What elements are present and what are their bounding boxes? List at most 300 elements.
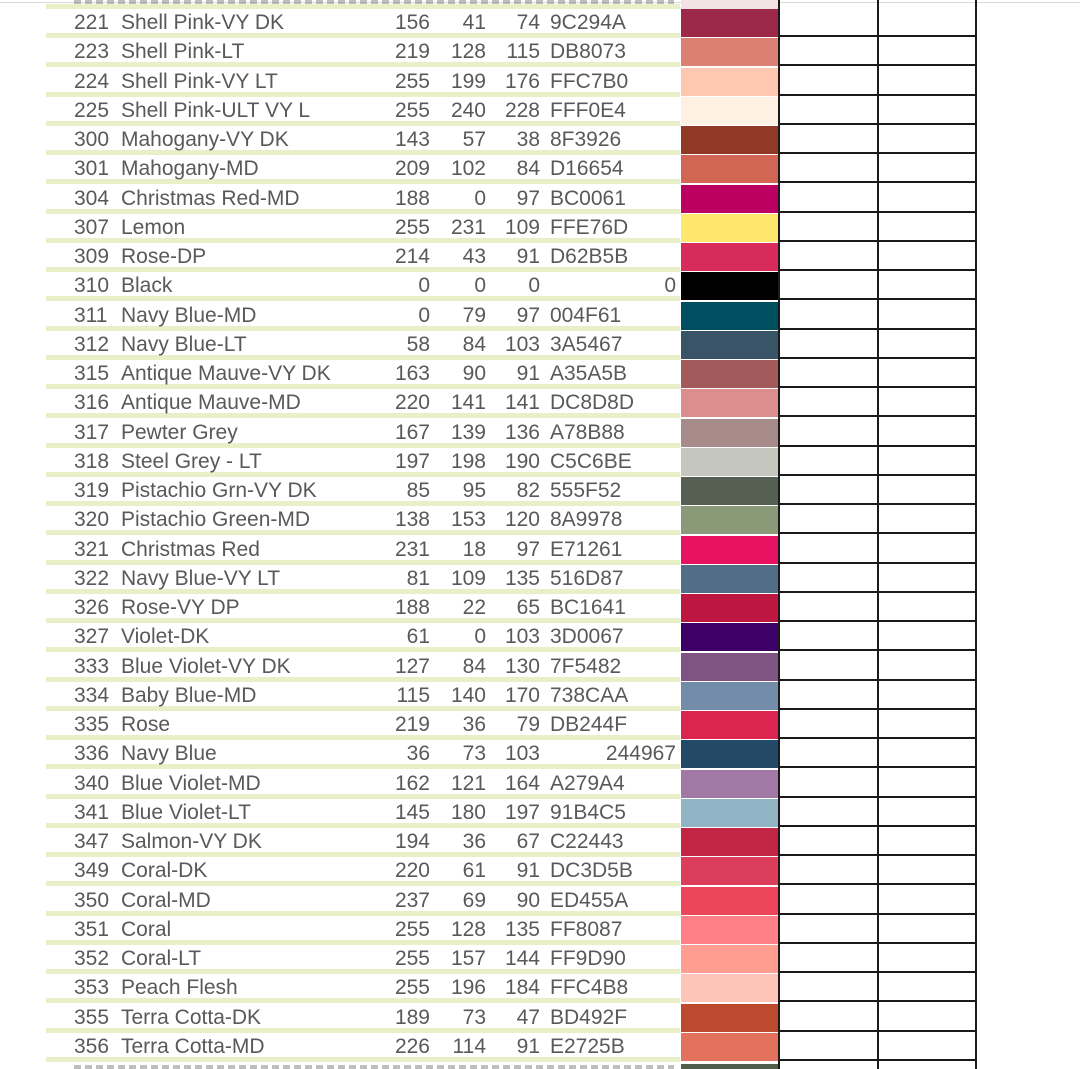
red-value: 81 — [406, 566, 430, 590]
hex-code: FFC7B0 — [550, 69, 629, 93]
empty-cell-2[interactable] — [879, 857, 977, 885]
floss-code: 300 — [74, 128, 110, 151]
color-swatch — [681, 126, 779, 154]
color-swatch — [681, 857, 779, 885]
empty-cell-2[interactable] — [879, 38, 977, 66]
floss-name: Blue Violet-LT — [121, 800, 251, 824]
table-row — [0, 97, 1080, 126]
cutoff-text-bottom — [74, 1065, 674, 1069]
empty-cell-2[interactable] — [879, 389, 977, 417]
green-value: 102 — [450, 157, 486, 181]
floss-code: 356 — [74, 1034, 110, 1058]
green-value: 157 — [450, 947, 486, 970]
green-value: 22 — [462, 596, 486, 619]
hex-code: A279A4 — [550, 771, 625, 795]
green-value: 109 — [450, 566, 486, 590]
floss-code: 321 — [74, 537, 110, 561]
empty-cell-2[interactable] — [879, 506, 977, 534]
red-value: 226 — [394, 1034, 430, 1058]
green-value: 79 — [462, 303, 486, 327]
floss-name: Rose — [121, 713, 171, 736]
red-value: 237 — [394, 888, 430, 912]
table-row — [0, 1033, 1080, 1062]
table-row — [0, 1004, 1080, 1033]
floss-name: Blue Violet-VY DK — [121, 654, 291, 678]
green-value: 90 — [462, 362, 486, 385]
green-value: 199 — [450, 69, 486, 93]
color-swatch — [681, 1004, 779, 1032]
floss-name: Steel Grey - LT — [121, 449, 262, 473]
empty-cell-1[interactable] — [780, 770, 878, 798]
green-value: 231 — [450, 215, 486, 239]
floss-name: Violet-DK — [121, 625, 210, 649]
blue-value: 103 — [504, 625, 540, 649]
color-swatch — [681, 565, 779, 593]
empty-cell-1[interactable] — [780, 711, 878, 739]
floss-code: 318 — [74, 449, 110, 473]
empty-cell-2[interactable] — [879, 126, 977, 154]
red-value: 85 — [406, 479, 430, 502]
floss-name: Coral — [121, 917, 172, 941]
cutoff-swatch-bottom — [681, 1064, 779, 1069]
red-value: 145 — [394, 800, 430, 824]
blue-value: 91 — [516, 859, 540, 883]
table-row — [0, 565, 1080, 594]
empty-cell-1[interactable] — [780, 916, 878, 944]
blue-value: 141 — [504, 391, 540, 415]
table-row — [0, 711, 1080, 740]
color-swatch — [681, 97, 779, 125]
hex-code: 004F61 — [550, 303, 622, 327]
blue-value: 144 — [504, 947, 540, 970]
floss-code: 309 — [74, 245, 110, 268]
empty-cell-2[interactable] — [879, 770, 977, 798]
empty-cell-1[interactable] — [780, 974, 878, 1002]
blue-value: 91 — [516, 362, 540, 385]
empty-cell-1[interactable] — [780, 594, 878, 622]
floss-code: 310 — [74, 274, 110, 298]
floss-name: Navy Blue-LT — [121, 332, 247, 356]
hex-code: A35A5B — [550, 362, 628, 385]
floss-code: 304 — [74, 186, 110, 210]
green-value: 198 — [450, 449, 486, 473]
floss-name: Antique Mauve-MD — [121, 391, 301, 415]
table-row — [0, 331, 1080, 360]
hex-code: DC3D5B — [550, 859, 633, 883]
hex-code: C5C6BE — [550, 449, 632, 473]
cutoff-text-top — [74, 0, 674, 4]
empty-cell-1[interactable] — [780, 360, 878, 388]
floss-code: 347 — [74, 830, 110, 853]
floss-name: Shell Pink-VY DK — [121, 11, 285, 34]
green-value: 240 — [450, 98, 486, 122]
blue-value: 97 — [516, 537, 540, 561]
floss-name: Salmon-VY DK — [121, 830, 262, 853]
table-row — [0, 9, 1080, 38]
hex-code: DB8073 — [550, 40, 626, 64]
empty-cell-2[interactable] — [879, 916, 977, 944]
green-value: 18 — [462, 537, 486, 561]
empty-cell-1[interactable] — [780, 126, 878, 154]
floss-name: Navy Blue-VY LT — [121, 566, 281, 590]
color-swatch — [681, 653, 779, 681]
table-row — [0, 38, 1080, 67]
floss-code: 336 — [74, 742, 110, 766]
color-swatch — [681, 799, 779, 827]
blue-value: 82 — [516, 479, 540, 502]
hex-code: 9C294A — [550, 11, 626, 34]
hex-code: 555F52 — [550, 479, 622, 502]
red-value: 255 — [394, 215, 430, 239]
table-row — [0, 916, 1080, 945]
empty-cell-1[interactable] — [780, 1004, 878, 1032]
empty-cell-1[interactable] — [780, 9, 878, 37]
hex-code: 738CAA — [550, 683, 629, 707]
hex-code: E2725B — [550, 1034, 625, 1058]
color-swatch — [681, 536, 779, 564]
green-value: 95 — [462, 479, 486, 502]
floss-code: 351 — [74, 917, 110, 941]
table-row — [0, 887, 1080, 916]
red-value: 255 — [394, 917, 430, 941]
blue-value: 109 — [504, 215, 540, 239]
empty-cell-1[interactable] — [780, 857, 878, 885]
table-row — [0, 477, 1080, 506]
empty-cell-1[interactable] — [780, 38, 878, 66]
hex-code: FFC4B8 — [550, 976, 629, 1000]
empty-cell-2[interactable] — [879, 565, 977, 593]
green-value: 57 — [462, 128, 486, 151]
hex-code: 7F5482 — [550, 654, 622, 678]
red-value: 188 — [394, 596, 430, 619]
cutoff-swatch-top — [681, 0, 779, 9]
empty-cell-2[interactable] — [879, 185, 977, 213]
floss-name: Coral-DK — [121, 859, 208, 883]
floss-name: Coral-LT — [121, 947, 202, 970]
green-value: 73 — [462, 1005, 486, 1029]
floss-name: Peach Flesh — [121, 976, 238, 1000]
empty-cell-2[interactable] — [879, 711, 977, 739]
floss-name: Christmas Red — [121, 537, 260, 561]
empty-cell-2[interactable] — [879, 448, 977, 476]
table-row — [0, 653, 1080, 682]
blue-value: 170 — [504, 683, 540, 707]
red-value: 209 — [394, 157, 430, 181]
empty-cell-2[interactable] — [879, 974, 977, 1002]
empty-cell-2[interactable] — [879, 331, 977, 359]
color-swatch — [681, 214, 779, 242]
hex-code: 91B4C5 — [550, 800, 626, 824]
empty-cell-1[interactable] — [780, 243, 878, 271]
floss-code: 225 — [74, 98, 110, 122]
floss-code: 349 — [74, 859, 110, 883]
red-value: 220 — [394, 859, 430, 883]
table-row — [0, 419, 1080, 448]
green-value: 36 — [462, 830, 486, 853]
floss-name: Navy Blue — [121, 742, 217, 766]
blue-value: 97 — [516, 186, 540, 210]
empty-cell-2[interactable] — [879, 740, 977, 768]
hex-code: 3D0067 — [550, 625, 624, 649]
empty-cell-2[interactable] — [879, 243, 977, 271]
hex-code: DC8D8D — [550, 391, 635, 415]
empty-cell-2[interactable] — [879, 302, 977, 330]
red-value: 143 — [394, 128, 430, 151]
floss-code: 317 — [74, 420, 110, 444]
hex-code: 516D87 — [550, 566, 624, 590]
color-swatch — [681, 770, 779, 798]
color-swatch — [681, 302, 779, 330]
hex-code: FFF0E4 — [550, 98, 626, 122]
floss-code: 312 — [74, 332, 110, 356]
empty-cell-1[interactable] — [780, 448, 878, 476]
red-value: 220 — [394, 391, 430, 415]
red-value: 255 — [394, 69, 430, 93]
red-value: 231 — [394, 537, 430, 561]
blue-value: 176 — [504, 69, 540, 93]
empty-cell-1[interactable] — [780, 97, 878, 125]
green-value: 0 — [474, 274, 486, 298]
floss-name: Shell Pink-LT — [121, 40, 245, 64]
blue-value: 65 — [516, 596, 540, 619]
empty-cell-1[interactable] — [780, 740, 878, 768]
blue-value: 0 — [528, 274, 540, 298]
red-value: 162 — [394, 771, 430, 795]
color-swatch — [681, 360, 779, 388]
floss-code: 334 — [74, 683, 110, 707]
table-row — [0, 214, 1080, 243]
red-value: 58 — [406, 332, 430, 356]
floss-name: Rose-VY DP — [121, 596, 240, 619]
blue-value: 38 — [516, 128, 540, 151]
empty-cell-2[interactable] — [879, 799, 977, 827]
red-value: 0 — [418, 274, 430, 298]
empty-cell-1[interactable] — [780, 887, 878, 915]
table-row — [0, 272, 1080, 301]
color-swatch — [681, 887, 779, 915]
table-row — [0, 857, 1080, 886]
color-swatch — [681, 682, 779, 710]
empty-cell-2[interactable] — [879, 360, 977, 388]
empty-cell-2[interactable] — [879, 1033, 977, 1061]
green-value: 84 — [462, 654, 486, 678]
hex-code: BC0061 — [550, 186, 626, 210]
empty-cell-2[interactable] — [879, 887, 977, 915]
blue-value: 184 — [504, 976, 540, 1000]
red-value: 163 — [394, 362, 430, 385]
color-swatch — [681, 594, 779, 622]
table-row — [0, 945, 1080, 974]
floss-name: Black — [121, 274, 173, 298]
empty-cell-1[interactable] — [780, 1033, 878, 1061]
green-value: 153 — [450, 508, 486, 532]
empty-cell-2[interactable] — [879, 536, 977, 564]
floss-code: 315 — [74, 362, 110, 385]
blue-value: 90 — [516, 888, 540, 912]
floss-code: 355 — [74, 1005, 110, 1029]
empty-cell-2[interactable] — [879, 682, 977, 710]
empty-cell-1[interactable] — [780, 68, 878, 96]
empty-cell-1[interactable] — [780, 419, 878, 447]
table-row — [0, 623, 1080, 652]
green-value: 140 — [450, 683, 486, 707]
table-row — [0, 389, 1080, 418]
red-value: 219 — [394, 40, 430, 64]
floss-name: Blue Violet-MD — [121, 771, 261, 795]
red-value: 115 — [396, 683, 430, 707]
color-swatch — [681, 506, 779, 534]
empty-cell-2[interactable] — [879, 419, 977, 447]
empty-cell-2[interactable] — [879, 945, 977, 973]
red-value: 255 — [394, 947, 430, 970]
green-value: 114 — [452, 1034, 486, 1058]
hex-code: FF8087 — [550, 917, 623, 941]
green-value: 73 — [462, 742, 486, 766]
hex-code: A78B88 — [550, 420, 625, 444]
color-swatch — [681, 448, 779, 476]
empty-cell-2[interactable] — [879, 68, 977, 96]
empty-cell-1[interactable] — [780, 682, 878, 710]
empty-cell-1[interactable] — [780, 506, 878, 534]
empty-cell-2[interactable] — [879, 828, 977, 856]
color-swatch — [681, 477, 779, 505]
floss-code: 224 — [74, 69, 110, 93]
floss-code: 353 — [74, 976, 110, 1000]
red-value: 255 — [394, 98, 430, 122]
empty-cell-1[interactable] — [780, 389, 878, 417]
blue-value: 120 — [504, 508, 540, 532]
green-value: 61 — [462, 859, 486, 883]
blue-value: 115 — [506, 40, 540, 64]
empty-cell-1[interactable] — [780, 155, 878, 183]
color-swatch — [681, 974, 779, 1002]
hex-code: 244967 — [605, 742, 676, 766]
floss-name: Shell Pink-VY LT — [121, 69, 278, 93]
hex-code: 8A9978 — [550, 508, 623, 532]
floss-code: 335 — [74, 713, 110, 736]
floss-code: 341 — [74, 800, 110, 824]
empty-cell-1[interactable] — [780, 828, 878, 856]
empty-cell-2[interactable] — [879, 1004, 977, 1032]
empty-cell-1[interactable] — [780, 214, 878, 242]
empty-cell-1[interactable] — [780, 185, 878, 213]
green-value: 41 — [462, 11, 486, 34]
hex-code: 3A5467 — [550, 332, 623, 356]
color-swatch — [681, 272, 779, 300]
floss-name: Mahogany-VY DK — [121, 128, 289, 151]
color-swatch — [681, 916, 779, 944]
blue-value: 84 — [516, 157, 540, 181]
floss-name: Shell Pink-ULT VY L — [121, 98, 311, 122]
table-row — [0, 302, 1080, 331]
color-swatch — [681, 419, 779, 447]
color-swatch — [681, 9, 779, 37]
empty-cell-1[interactable] — [780, 565, 878, 593]
floss-name: Terra Cotta-DK — [121, 1005, 262, 1029]
red-value: 36 — [406, 742, 430, 766]
table-row — [0, 828, 1080, 857]
floss-name: Rose-DP — [121, 245, 207, 268]
empty-cell-2[interactable] — [879, 214, 977, 242]
table-row — [0, 68, 1080, 97]
red-value: 61 — [406, 625, 430, 649]
table-row — [0, 682, 1080, 711]
table-row — [0, 360, 1080, 389]
blue-value: 103 — [504, 332, 540, 356]
empty-cell-2[interactable] — [879, 272, 977, 300]
floss-code: 320 — [74, 508, 110, 532]
floss-code: 221 — [74, 11, 110, 34]
blue-value: 91 — [516, 245, 540, 268]
hex-code: DB244F — [550, 713, 628, 736]
floss-code: 223 — [74, 40, 110, 64]
empty-cell-2[interactable] — [879, 594, 977, 622]
empty-cell-2[interactable] — [879, 155, 977, 183]
color-swatch — [681, 1033, 779, 1061]
table-row — [0, 506, 1080, 535]
empty-cell-2[interactable] — [879, 9, 977, 37]
floss-name: Mahogany-MD — [121, 157, 259, 181]
blue-value: 135 — [504, 917, 540, 941]
hex-code: FFE76D — [550, 215, 629, 239]
green-value: 121 — [450, 771, 486, 795]
empty-cell-2[interactable] — [879, 97, 977, 125]
floss-name: Pewter Grey — [121, 420, 238, 444]
table-row — [0, 536, 1080, 565]
empty-cell-2[interactable] — [879, 477, 977, 505]
table-row — [0, 448, 1080, 477]
green-value: 84 — [462, 332, 486, 356]
red-value: 167 — [394, 420, 430, 444]
red-value: 0 — [418, 303, 430, 327]
blue-value: 164 — [504, 771, 540, 795]
red-value: 188 — [394, 186, 430, 210]
green-value: 128 — [450, 917, 486, 941]
blue-value: 135 — [504, 566, 540, 590]
floss-code: 352 — [74, 947, 110, 970]
empty-cell-1[interactable] — [780, 799, 878, 827]
hex-code: E71261 — [550, 537, 623, 561]
floss-name: Lemon — [121, 215, 186, 239]
empty-cell-1[interactable] — [780, 272, 878, 300]
red-value: 138 — [394, 508, 430, 532]
table-row — [0, 594, 1080, 623]
color-swatch — [681, 623, 779, 651]
empty-cell-2[interactable] — [879, 653, 977, 681]
empty-cell-1[interactable] — [780, 623, 878, 651]
floss-code: 327 — [74, 625, 110, 649]
color-swatch — [681, 243, 779, 271]
floss-name: Pistachio Green-MD — [121, 508, 311, 532]
floss-code: 322 — [74, 566, 110, 590]
table-row — [0, 155, 1080, 184]
hex-code: ED455A — [550, 888, 629, 912]
red-value: 127 — [394, 654, 430, 678]
empty-cell-1[interactable] — [780, 653, 878, 681]
empty-cell-1[interactable] — [780, 302, 878, 330]
empty-cell-1[interactable] — [780, 945, 878, 973]
blue-value: 136 — [504, 420, 540, 444]
table-row — [0, 740, 1080, 769]
empty-cell-1[interactable] — [780, 331, 878, 359]
hex-code: 8F3926 — [550, 128, 622, 151]
red-value: 156 — [394, 11, 430, 34]
color-swatch — [681, 828, 779, 856]
red-value: 189 — [394, 1005, 430, 1029]
empty-cell-1[interactable] — [780, 536, 878, 564]
empty-cell-1[interactable] — [780, 477, 878, 505]
empty-cell-2[interactable] — [879, 623, 977, 651]
